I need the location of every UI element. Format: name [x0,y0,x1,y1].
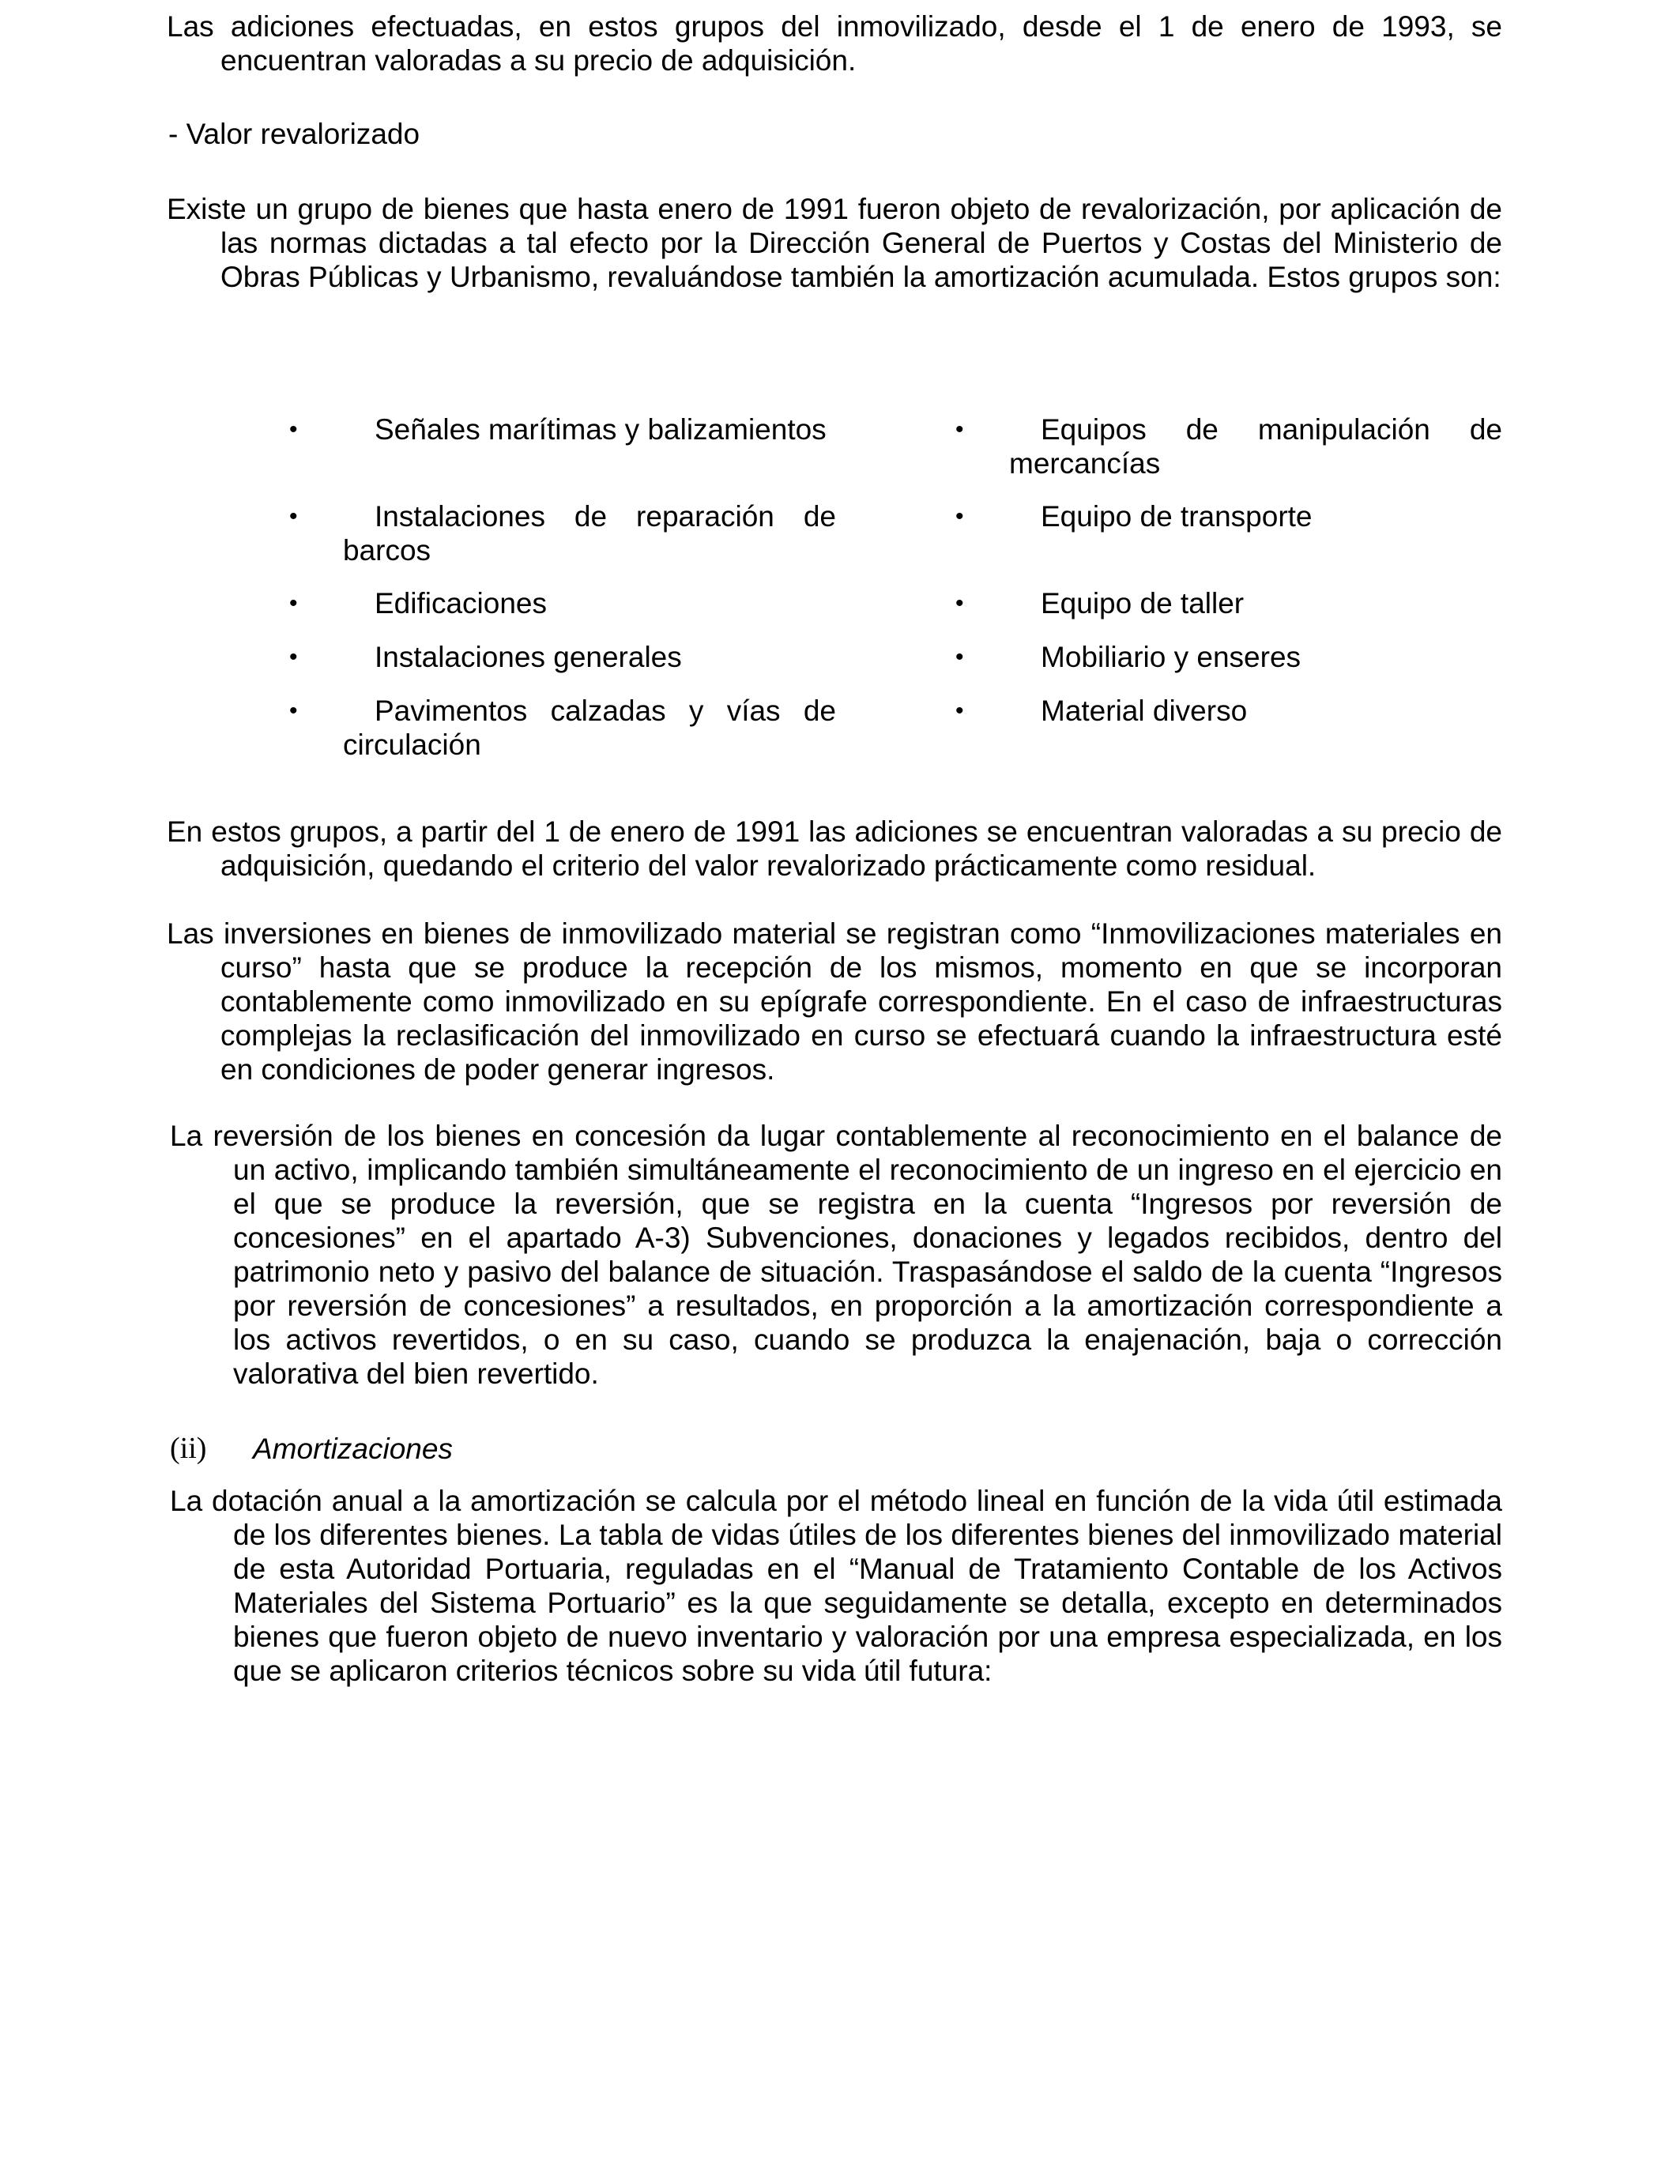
paragraph-reversion-concesion: La reversión de los bienes en concesión da lugar contablemente al reconocimiento en el balance de un activo, implicando también simultáneamente el reconocimiento de un ingreso en el ejercicio en el que se produce la reversión, que se registra en la cuenta “Ingresos por reversión de concesiones” en el apartado A-3) Subvenciones, donaciones y legados recibidos, dentro del patrimonio neto y pasivo del balance de situación. Traspasándose el saldo de la cuenta “Ingresos por reversión de concesiones” a resultados, en proporción a la amortización correspondiente a los activos revertidos, o en su caso, cuando se produzca la enajenación, baja o corrección valorativa del bien revertido. [170,1120,1502,1390]
bullet-icon: • [955,503,964,529]
section-title: Amortizaciones [253,1433,453,1465]
list-item-label: Señales marítimas y balizamientos [375,413,827,446]
list-item-label: Instalaciones de reparación de barcos [343,500,836,567]
bullet-icon: • [289,590,298,616]
paragraph-dotacion-amortizacion: La dotación anual a la amortización se calcula por el método lineal en función de la vida útil estimada de los diferentes bienes. La tabla de vidas útiles de los diferentes bienes del inmovilizado material de esta Autoridad Portuaria, reguladas en el “Manual de Tratamiento Contable de los Activos Materiales del Sistema Portuario” es la que seguidamente se detalla, excepto en determinados bienes que fueron objeto de nuevo inventario y valoración por una empresa especializada, en los que se aplicaron criterios técnicos sobre su vida útil futura: [170,1485,1502,1687]
list-item-label: Edificaciones [375,587,548,619]
list-item-label: Equipo de transporte [1041,500,1313,533]
paragraph-adiciones: Las adiciones efectuadas, en estos grupos del inmovilizado, desde el 1 de enero de 1993, se encuentran valoradas a su precio de adquisición. [167,10,1502,77]
list-item [955,499,1502,539]
list-item [289,640,836,680]
list-item [289,586,836,626]
list-item-label: Equipo de taller [1041,587,1245,619]
list-item [289,412,836,484]
bullet-icon: • [289,644,298,670]
list-item [955,694,1502,733]
list-item [955,412,1502,484]
list-item-label: Mobiliario y enseres [1041,641,1301,673]
section-number: (ii) [170,1432,207,1465]
paragraph-adiciones-1991: En estos grupos, a partir del 1 de enero de 1991 las adiciones se encuentran valoradas a su precio de adquisición, quedando el criterio del valor revalorizado prácticamente como residual. [167,815,1502,882]
list-item-label: Instalaciones generales [375,641,682,673]
bullet-icon: • [289,503,298,529]
bullet-icon: • [955,590,964,616]
bullet-icon: • [955,644,964,670]
list-item [955,586,1502,626]
subheading-valor-revalorizado: - Valor revalorizado [168,118,420,150]
bullet-icon: • [289,416,298,442]
list-item-label: Pavimentos calzadas y vías de circulación [343,695,836,761]
list-item [289,499,836,570]
paragraph-inversiones-en-curso: Las inversiones en bienes de inmovilizado material se registran como “Inmovilizaciones materiales en curso” hasta que se produce la recepción de los mismos, momento en que se incorporan contablemente como inmovilizado en su epígrafe correspondiente. En el caso de infraestructuras complejas la reclasificación del inmovilizado en curso se efectuará cuando la infraestructura esté en condiciones de poder generar ingresos. [167,917,1502,1086]
bullet-icon: • [289,698,298,724]
bullet-icon: • [955,416,964,442]
list-item-label: Equipos de manipulación de mercancías [1009,413,1502,480]
list-item-label: Material diverso [1041,695,1248,727]
list-item [955,640,1502,680]
bullet-icon: • [955,698,964,724]
paragraph-revalorizacion: Existe un grupo de bienes que hasta enero de 1991 fueron objeto de revalorización, por aplicación de las normas dictadas a tal efecto por la Dirección General de Puertos y Costas del Ministerio de Obras Públicas y Urbanismo, revaluándose también la amortización acumulada. Estos grupos son: [167,193,1502,293]
list-item [289,694,836,765]
